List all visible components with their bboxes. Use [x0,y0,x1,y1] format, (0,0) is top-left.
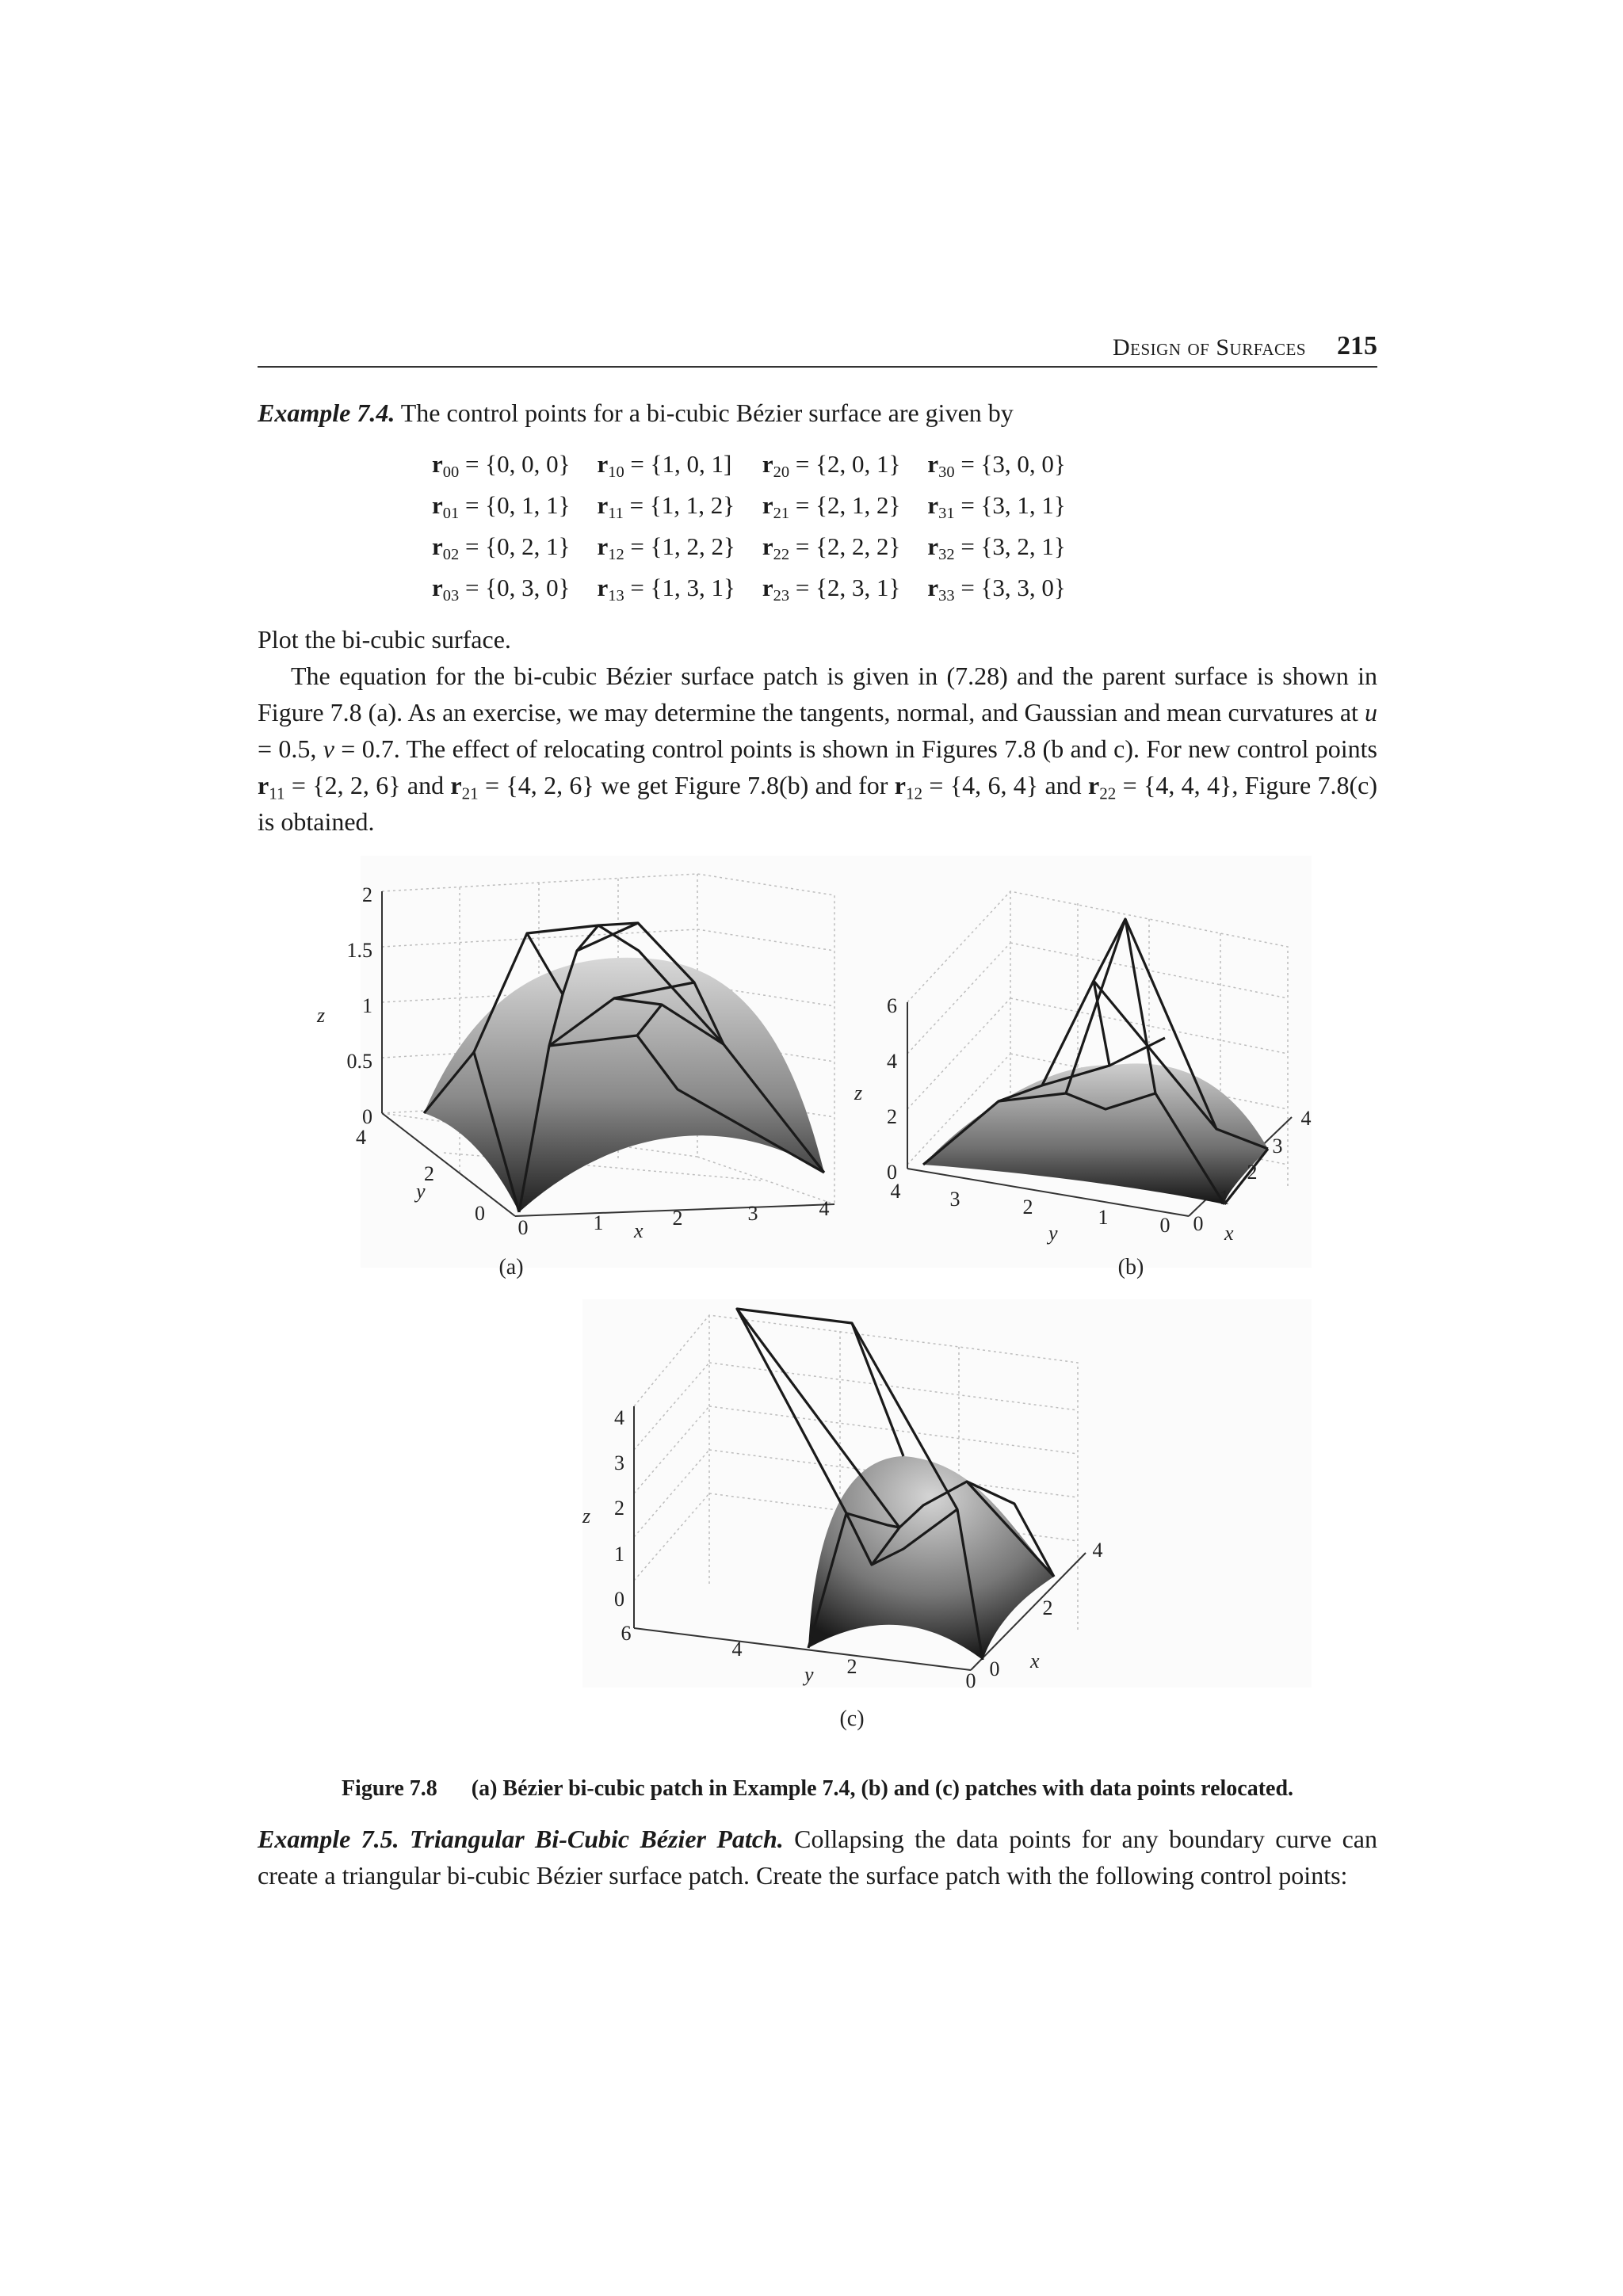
panel-a-x-tick: 1 [593,1211,604,1234]
panel-a-z-tick: 2 [362,883,372,906]
panel-b-x-tick: 2 [1247,1161,1258,1184]
control-point: $r_{20} = \{2$, 0, 1} [762,450,901,482]
panel-a-x-tick: 3 [747,1202,758,1225]
panel-b-y-tick: 3 [949,1188,960,1211]
panel-c-y-tick: 2 [846,1655,857,1678]
panel-a-y-label: y [416,1180,426,1203]
control-point: $r_{32} = \{3$, 2, 1} [927,532,1066,564]
running-title: Design of Surfaces [1113,334,1306,360]
page-number: 215 [1337,331,1377,360]
panel-b-x-tick: 0 [1193,1212,1204,1235]
panel-a-x-tick: 0 [517,1216,529,1239]
panel-a-z-tick: 0.5 [346,1050,372,1073]
example-7-4-label: Example 7.4. [258,399,395,427]
panel-c-z-tick: 1 [614,1543,624,1566]
panel-c-y-tick: 6 [621,1622,632,1645]
panel-b-y-tick: 2 [1022,1196,1033,1219]
body-paragraph: The equation for the bi-cubic Bézier surface patch is given in (7.28) and the parent surface is shown in Figure 7.8 (a). As an exercise, we may determine the tangents, normal, and Gaussian and mean curvatures at u = 0.5, v = 0.7. The effect of relocating control points is shown in Figures 7.8 (b and c). For new control points $r_{11} = \{2$, 2, 6} and $r_{21} = \{4$, 2, 6} we get Figure 7.8(b) and for $r_{12} = \{4$, 6, 4} and $r_{22} = \{4$, 4, 4}, Figure 7.8(c) is obtained. [258,662,1378,836]
example-7-5 [258,1821,1377,1894]
panel-a-z-tick: 1 [362,994,372,1017]
panel-a-y-tick: 2 [424,1162,434,1185]
control-point: $r_{10} = \{1$, 0, 1] [597,450,732,482]
control-point: $r_{22} = \{2$, 2, 2} [762,532,901,564]
panel-c-y-label: y [804,1663,814,1686]
figure-caption-text: (a) Bézier bi-cubic patch in Example 7.4, (b) and (c) patches with data points relocated. [471,1776,1294,1801]
plot-line: Plot the bi-cubic surface. [258,625,511,654]
panel-b-y-tick: 1 [1098,1206,1109,1229]
figure-caption [258,1776,1377,1802]
panel-c-z-tick: 2 [614,1497,624,1520]
panel-b-z-tick: 6 [887,994,897,1017]
panel-a-x-label: x [634,1219,643,1242]
panel-c-z-tick: 3 [614,1451,624,1474]
panel-b-x-tick: 3 [1272,1135,1283,1158]
panel-a-letter: (a) [498,1255,524,1280]
panel-b-y-tick: 0 [1159,1214,1170,1237]
panel-c-z-label: z [582,1505,591,1527]
panel-b-z-tick: 2 [887,1105,897,1128]
panel-b-x-tick: 1 [1219,1186,1230,1209]
panel-a-z-label: z [317,1004,326,1027]
example-7-5-label: Example 7.5. Triangular Bi-Cubic Bézier Patch. [258,1825,784,1853]
panel-b-z-tick: 4 [887,1050,897,1073]
panel-a-z-tick: 0 [362,1105,372,1128]
panel-a-y-tick: 0 [475,1202,485,1225]
panel-c-y-tick: 0 [965,1669,976,1692]
panel-b-y-label: y [1048,1222,1058,1245]
control-point: $r_{00} = \{0$, 0, 0} [432,450,571,482]
panel-b-z-label: z [854,1081,863,1104]
panel-b-x-tick: 4 [1300,1107,1312,1130]
panel-a-y-tick: 4 [356,1126,366,1149]
panel-c-z-tick: 0 [614,1588,624,1611]
control-point: $r_{11} = \{1$, 1, 2} [597,491,735,523]
panel-c-letter: (c) [839,1707,865,1731]
panel-c-x-label: x [1030,1650,1040,1672]
panel-c-z-tick: 4 [614,1406,624,1429]
panel-a-x-tick: 4 [819,1197,830,1220]
example-7-4-intro-text: The control points for a bi-cubic Bézier surface are given by [400,399,1014,427]
panel-b-y-tick: 4 [890,1180,901,1203]
panel-b-z-tick: 0 [887,1161,897,1184]
control-point: $r_{13} = \{1$, 3, 1} [597,574,735,605]
panel-c [582,1299,1312,1731]
control-point: $r_{31} = \{3$, 1, 1} [927,491,1066,523]
control-point: $r_{33} = \{3$, 3, 0} [927,574,1066,605]
panel-b-letter: (b) [1117,1255,1144,1280]
control-point: $r_{01} = \{0$, 1, 1} [432,491,571,523]
panel-c-y-tick: 4 [731,1638,743,1661]
control-point: $r_{03} = \{0$, 3, 0} [432,574,571,605]
control-point: $r_{02} = \{0$, 2, 1} [432,532,571,564]
control-point: $r_{12} = \{1$, 2, 2} [597,532,735,564]
panel-c-x-tick: 2 [1042,1596,1053,1619]
figure-caption-number: Figure 7.8 [341,1776,437,1801]
control-point: $r_{21} = \{2$, 1, 2} [762,491,901,523]
control-point: $r_{30} = \{3$, 0, 0} [927,450,1066,482]
panel-a-z-tick: 1.5 [346,939,372,962]
panel-c-x-tick: 4 [1092,1539,1103,1562]
example-7-5-text: Collapsing the data points for any boundary curve can create a triangular bi-cubic Bézier surface patch. Create the surface patch with the following control points: [258,1825,1378,1890]
control-point: $r_{23} = \{2$, 3, 1} [762,574,901,605]
panel-a-x-tick: 2 [672,1207,683,1230]
panel-b-x-label: x [1224,1222,1234,1245]
panel-c-x-tick: 0 [989,1657,1000,1680]
